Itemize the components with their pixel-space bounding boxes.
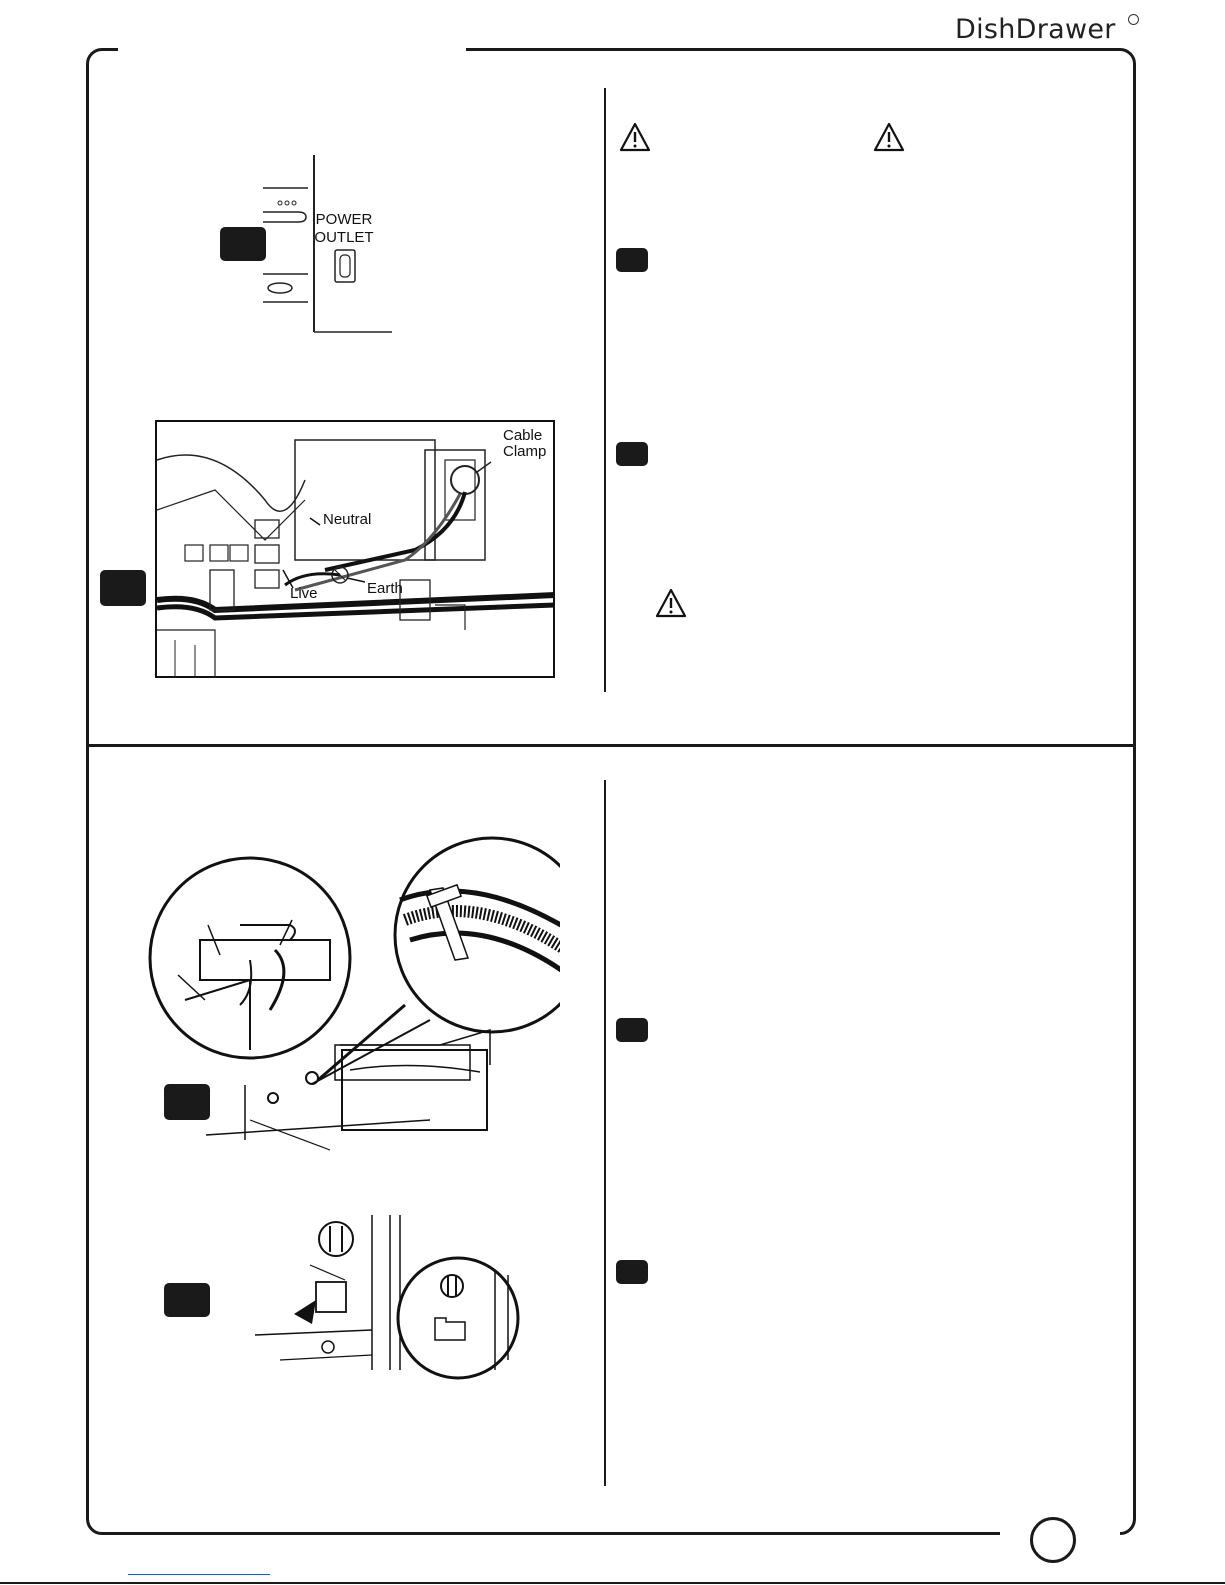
section-divider: [88, 744, 1136, 747]
wiring-terminal-illustration: [155, 420, 555, 678]
live-label: Live: [290, 585, 318, 602]
power-outlet-label-2: OUTLET: [314, 229, 374, 246]
column-divider-bottom: [604, 780, 606, 1486]
step-marker-3: [616, 1018, 648, 1042]
step-marker-1: [616, 248, 648, 272]
registered-mark-icon: [1128, 14, 1139, 25]
page-number-circle: [1030, 1517, 1076, 1563]
frame-tab-gap: [118, 40, 466, 58]
column-divider-top: [604, 88, 606, 692]
step-marker-4: [616, 1260, 648, 1284]
warning-icon: [619, 122, 651, 152]
step-marker-latch: [164, 1283, 210, 1317]
drawer-latch-illustration: [250, 1210, 525, 1380]
power-outlet-label-1: POWER: [315, 211, 373, 228]
neutral-label: Neutral: [323, 511, 372, 528]
cable-clamp-label-2: Clamp: [503, 443, 547, 460]
footer-rule: [0, 1582, 1225, 1584]
warning-icon: [873, 122, 905, 152]
cable-clamp-label-1: Cable: [503, 427, 543, 444]
drawer-hose-clip-illustration: [140, 830, 560, 1160]
step-marker-2: [616, 442, 648, 466]
warning-icon: [655, 588, 687, 618]
earth-label: Earth: [367, 580, 403, 597]
footer-link-underline: [128, 1574, 270, 1575]
step-marker-wiring: [100, 570, 146, 606]
brand-logo: DishDrawer: [955, 14, 1116, 45]
page-frame: [86, 48, 1136, 1535]
